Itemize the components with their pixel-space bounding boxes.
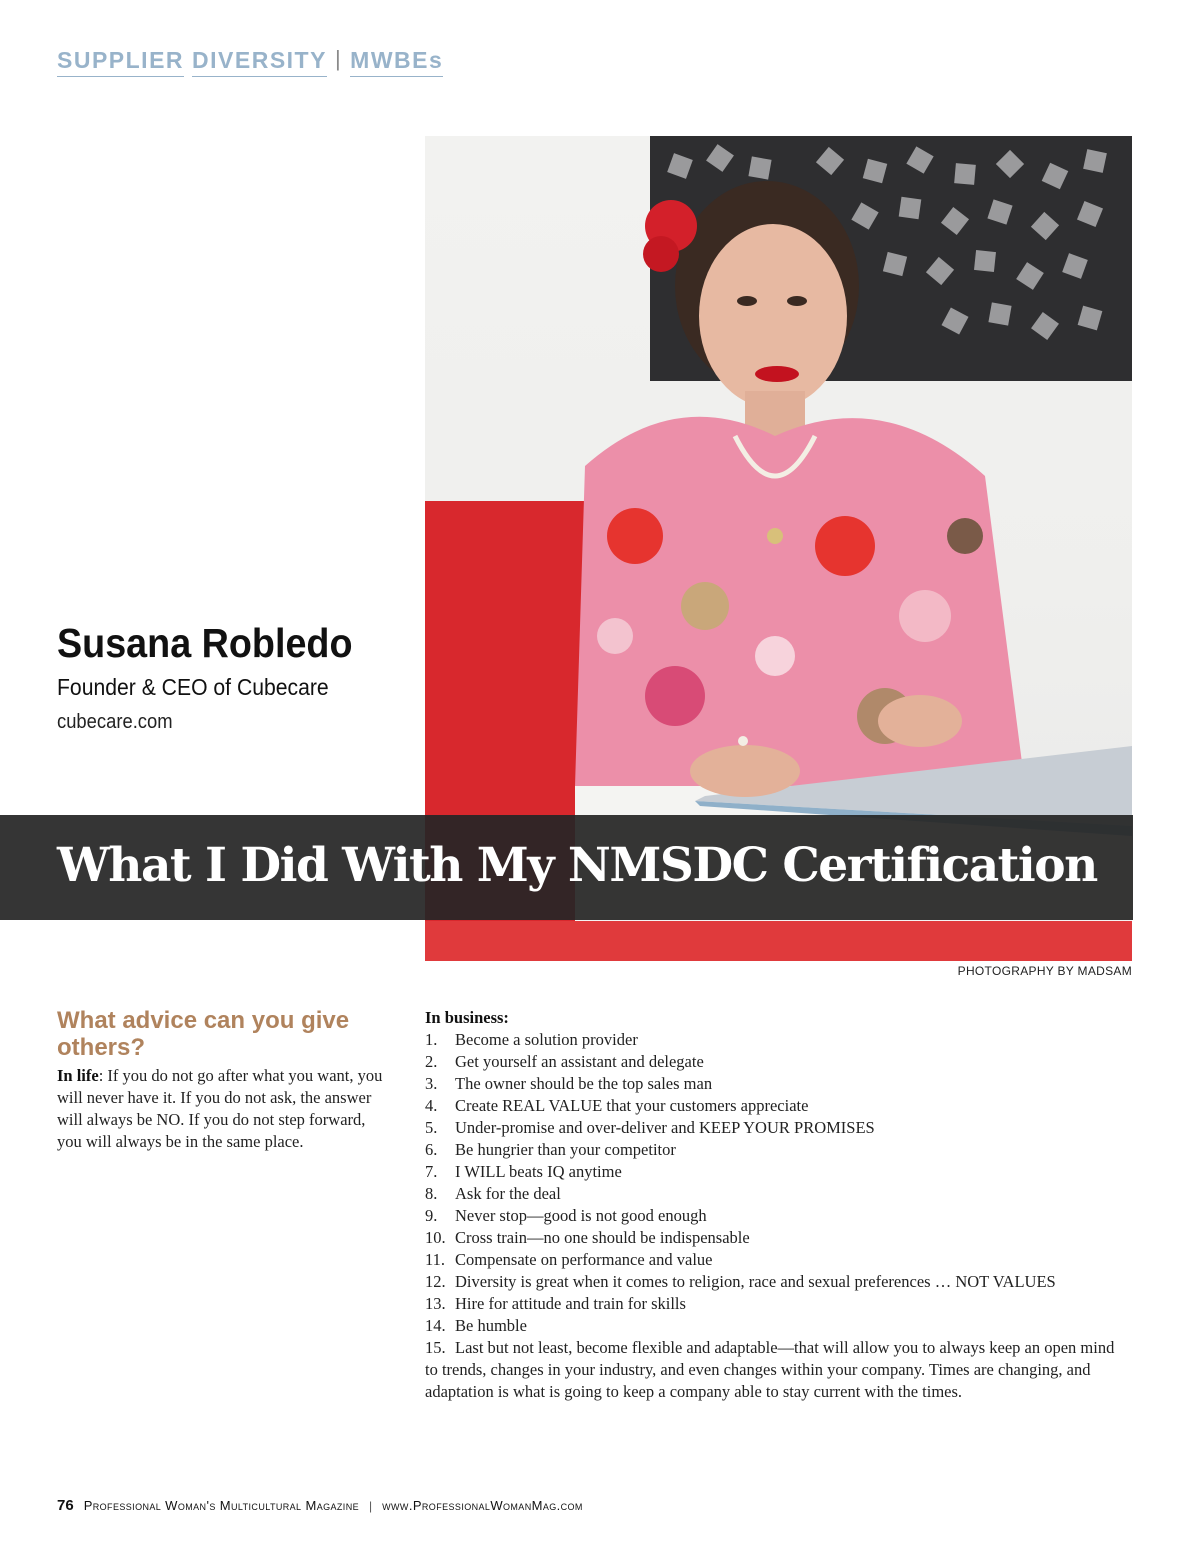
list-item-number: 2. — [425, 1052, 438, 1071]
list-item — [425, 1293, 1125, 1315]
list-item-text: I WILL beats IQ anytime — [455, 1162, 622, 1181]
left-hand — [690, 745, 800, 797]
list-item-number: 13. — [425, 1294, 446, 1313]
list-item-number: 14. — [425, 1316, 446, 1335]
list-item-text: Cross train—no one should be indispensable — [455, 1228, 750, 1247]
life-advice-text: : If you do not go after what you want, you will never have it. If you do not ask, the answer will always be NO. If you do not step forward, you will always be in the same place. — [57, 1066, 383, 1151]
list-item-text: Hire for attitude and train for skills — [455, 1294, 686, 1313]
list-item-number: 8. — [425, 1184, 438, 1203]
person-website: cubecare.com — [57, 711, 173, 733]
list-item — [425, 1249, 1125, 1271]
list-item-number: 1. — [425, 1030, 438, 1049]
section-tag — [57, 46, 443, 77]
magazine-name: Professional Woman's Multicultural Magazine — [83, 1498, 360, 1513]
list-item-last — [425, 1337, 1125, 1403]
list-item — [425, 1271, 1125, 1293]
photo-credit: PHOTOGRAPHY BY MADSAM — [957, 964, 1132, 978]
list-item-number: 10. — [425, 1228, 446, 1247]
list-item-text: Ask for the deal — [455, 1184, 561, 1203]
page-footer — [57, 1497, 583, 1514]
list-item — [425, 1315, 1125, 1337]
list-item-number: 12. — [425, 1272, 446, 1291]
person-name: Susana Robledo — [57, 620, 353, 666]
right-hand — [878, 695, 962, 747]
list-item-text: The owner should be the top sales man — [455, 1074, 713, 1093]
person-title: Founder & CEO of Cubecare — [57, 674, 329, 700]
list-item-number: 4. — [425, 1096, 438, 1115]
lips — [755, 366, 799, 382]
list-item — [425, 1029, 1125, 1051]
life-label: In life — [57, 1066, 99, 1085]
life-advice — [57, 1065, 392, 1153]
list-item-text: Never stop—good is not good enough — [455, 1206, 707, 1225]
list-item — [425, 1183, 1125, 1205]
list-item-text: Be hungrier than your competitor — [455, 1140, 676, 1159]
list-item-text: Under-promise and over-deliver and KEEP YOUR PROMISES — [455, 1118, 875, 1137]
list-item-text: Diversity is great when it comes to religion, race and sexual preferences … NOT VALUES — [455, 1272, 1056, 1291]
magazine-url: www.ProfessionalWomanMag.com — [382, 1498, 583, 1513]
list-item-text: Become a solution provider — [455, 1030, 638, 1049]
business-label: In business: — [425, 1008, 509, 1027]
list-item-text: Create REAL VALUE that your customers appreciate — [455, 1096, 809, 1115]
business-advice-column — [425, 1007, 1125, 1403]
list-item — [425, 1139, 1125, 1161]
red-reflection — [425, 921, 1132, 961]
profile-block — [57, 620, 378, 734]
list-item — [425, 1205, 1125, 1227]
list-item — [425, 1073, 1125, 1095]
page-number: 76 — [57, 1497, 74, 1514]
list-item-text: Compensate on performance and value — [455, 1250, 713, 1269]
list-item-text: Last but not least, become flexible and adaptable—that will allow you to always keep an open mind to trends, changes in your industry, and even changes within your company. Times are changing, and adaptation is what is going to keep a company able to stay current with the times. — [425, 1338, 1115, 1401]
list-item — [425, 1117, 1125, 1139]
list-item — [425, 1161, 1125, 1183]
list-item-number: 15. — [425, 1338, 446, 1357]
advice-question: What advice can you give others? — [57, 1007, 350, 1061]
footer-separator: | — [369, 1499, 373, 1513]
list-item-text: Be humble — [455, 1316, 527, 1335]
list-item-number: 3. — [425, 1074, 438, 1093]
section-separator: | — [334, 46, 343, 71]
list-item — [425, 1095, 1125, 1117]
list-item — [425, 1227, 1125, 1249]
list-item — [425, 1051, 1125, 1073]
list-item-number: 5. — [425, 1118, 438, 1137]
section-word-mwbes: MWBEs — [350, 46, 443, 77]
list-item-number: 6. — [425, 1140, 438, 1159]
list-item-number: 7. — [425, 1162, 438, 1181]
list-item-number: 9. — [425, 1206, 438, 1225]
business-tips-list — [425, 1029, 1125, 1337]
article-headline: What I Did With My NMSDC Certification — [57, 838, 1097, 893]
list-item-number: 11. — [425, 1250, 446, 1269]
section-word-supplier: SUPPLIER — [57, 46, 184, 77]
list-item-text: Get yourself an assistant and delegate — [455, 1052, 704, 1071]
section-word-diversity: DIVERSITY — [192, 46, 327, 77]
advice-left-column — [57, 1007, 392, 1153]
